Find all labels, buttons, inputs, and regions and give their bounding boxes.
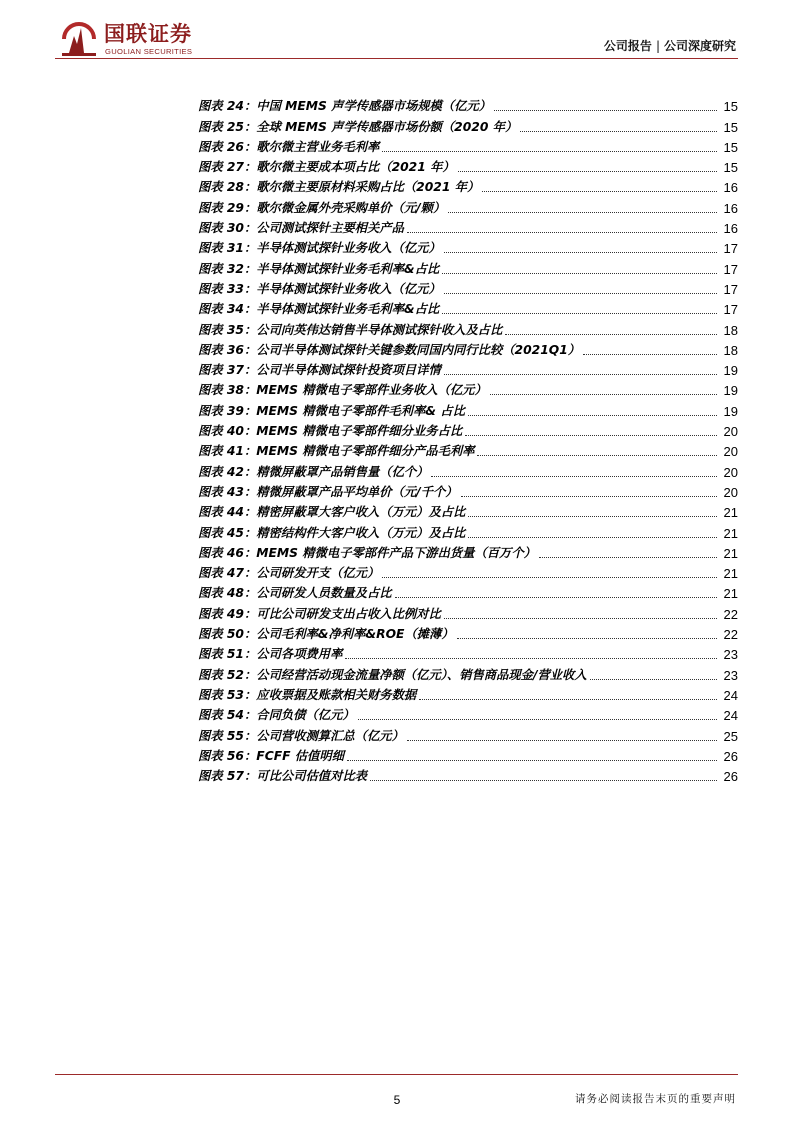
- toc-entry-page: 26: [723, 769, 738, 785]
- toc-entry-page: 19: [723, 383, 738, 399]
- toc-dot-leader: [465, 434, 717, 436]
- toc-dot-leader: [590, 678, 717, 680]
- toc-entry-page: 20: [723, 464, 738, 480]
- toc-entry-title: 歌尔微主要成本项占比（2021 年）: [256, 160, 455, 175]
- toc-entry-page: 19: [723, 363, 738, 379]
- toc-entry-label: 图表 26：: [198, 139, 257, 154]
- toc-entry[interactable]: [198, 256, 738, 276]
- toc-dot-leader: [477, 454, 717, 456]
- toc-entry[interactable]: [198, 500, 738, 520]
- toc-entry-page: 15: [723, 99, 738, 115]
- toc-entry-label: 图表 56：: [198, 748, 257, 763]
- toc-entry-page: 23: [723, 647, 738, 663]
- toc-dot-leader: [490, 393, 717, 395]
- toc-entry-page: 19: [723, 403, 738, 419]
- toc-entry[interactable]: [198, 723, 738, 743]
- toc-entry-label: 图表 31：: [198, 241, 257, 256]
- toc-dot-leader: [444, 617, 717, 619]
- toc-entry-page: 15: [723, 119, 738, 135]
- toc-entry-title: MEMS 精微电子零部件细分业务占比: [256, 424, 463, 439]
- toc-entry-page: 24: [723, 708, 738, 724]
- logo-name: 国联证券: [104, 22, 192, 46]
- toc-dot-leader: [345, 657, 717, 659]
- toc-entry-page: 21: [723, 525, 738, 541]
- toc-entry-label: 图表 49：: [198, 606, 257, 621]
- toc-dot-leader: [461, 495, 717, 497]
- toc-entry-label: 图表 29：: [198, 200, 257, 215]
- separator: |: [655, 39, 660, 53]
- toc-entry-title: 半导体测试探针业务收入（亿元）: [256, 281, 441, 296]
- toc-entry-page: 21: [723, 566, 738, 582]
- toc-entry-label: 图表 37：: [198, 363, 257, 378]
- toc-dot-leader: [444, 251, 717, 253]
- toc-entry-page: 21: [723, 505, 738, 521]
- toc-entry-page: 18: [723, 322, 738, 338]
- toc-dot-leader: [431, 475, 717, 477]
- toc-entry-title: 半导体测试探针业务毛利率&占比: [256, 302, 440, 317]
- toc-entry-title: 应收票据及账款相关财务数据: [256, 687, 417, 702]
- toc-entry-label: 图表 32：: [198, 261, 257, 276]
- toc-dot-leader: [347, 759, 717, 761]
- toc-entry-label: 图表 55：: [198, 728, 257, 743]
- toc-entry-label: 图表 51：: [198, 647, 257, 662]
- toc-entry[interactable]: [198, 317, 738, 337]
- toc-dot-leader: [444, 373, 717, 375]
- report-subtype: 公司深度研究: [663, 39, 736, 53]
- report-category: [604, 37, 736, 54]
- toc-dot-leader: [358, 718, 717, 720]
- toc-entry-label: 图表 38：: [198, 383, 257, 398]
- toc-entry-title: 公司各项费用率: [256, 647, 343, 662]
- logo-mark-icon: [60, 20, 100, 58]
- toc-entry-label: 图表 54：: [198, 708, 257, 723]
- toc-entry-title: 精密屏蔽罩大客户收入（万元）及占比: [256, 505, 466, 520]
- toc-entry-label: 图表 45：: [198, 525, 257, 540]
- toc-entry[interactable]: [198, 703, 738, 723]
- toc-entry[interactable]: [198, 601, 738, 621]
- toc-entry-page: 17: [723, 241, 738, 257]
- toc-entry-title: FCFF 估值明细: [256, 748, 344, 763]
- toc-entry[interactable]: [198, 277, 738, 297]
- toc-entry[interactable]: [198, 744, 738, 764]
- toc-entry-title: 公司研发开支（亿元）: [256, 566, 380, 581]
- toc-entry-page: 25: [723, 728, 738, 744]
- toc-entry-title: 公司毛利率&净利率&ROE（摊薄）: [256, 627, 454, 642]
- toc-dot-leader: [382, 150, 717, 152]
- toc-dot-leader: [442, 272, 717, 274]
- toc-entry-title: 公司半导体测试探针关键参数同国内同行比较（2021Q1）: [256, 342, 581, 357]
- toc-entry-label: 图表 36：: [198, 342, 257, 357]
- toc-entry-label: 图表 25：: [198, 119, 257, 134]
- toc-entry-title: 精微屏蔽罩产品销售量（亿个）: [256, 464, 429, 479]
- toc-dot-leader: [458, 170, 717, 172]
- toc-entry-title: MEMS 精微电子零部件毛利率& 占比: [256, 403, 465, 418]
- toc-entry[interactable]: [198, 135, 738, 155]
- toc-dot-leader: [468, 536, 717, 538]
- toc-entry-title: 半导体测试探针业务收入（亿元）: [256, 241, 441, 256]
- toc-entry-page: 26: [723, 748, 738, 764]
- toc-entry[interactable]: [198, 622, 738, 642]
- toc-entry-page: 16: [723, 221, 738, 237]
- toc-entry[interactable]: [198, 662, 738, 682]
- toc-dot-leader: [444, 292, 717, 294]
- toc-entry-title: 公司研发人员数量及占比: [256, 586, 392, 601]
- toc-entry-title: 合同负债（亿元）: [256, 708, 355, 723]
- toc-entry[interactable]: [198, 459, 738, 479]
- footer-divider: [55, 1074, 738, 1075]
- toc-entry-label: 图表 46：: [198, 545, 257, 560]
- toc-dot-leader: [505, 333, 717, 335]
- toc-entry[interactable]: [198, 155, 738, 175]
- toc-entry-label: 图表 35：: [198, 322, 257, 337]
- logo-subtitle: GUOLIAN SECURITIES: [105, 47, 193, 56]
- toc-entry-label: 图表 48：: [198, 586, 257, 601]
- toc-entry-label: 图表 24：: [198, 99, 257, 114]
- toc-entry[interactable]: [198, 642, 738, 662]
- toc-entry-page: 24: [723, 687, 738, 703]
- toc-entry-page: 18: [723, 342, 738, 358]
- toc-entry-label: 图表 27：: [198, 160, 257, 175]
- toc-dot-leader: [407, 231, 717, 233]
- toc-dot-leader: [583, 353, 717, 355]
- toc-entry-page: 15: [723, 139, 738, 155]
- toc-entry[interactable]: [198, 236, 738, 256]
- toc-entry-title: 公司经营活动现金流量净额（亿元）、销售商品现金/营业收入: [256, 667, 587, 682]
- toc-dot-leader: [494, 109, 717, 111]
- toc-dot-leader: [395, 596, 717, 598]
- company-logo: [60, 20, 210, 58]
- toc-entry[interactable]: [198, 541, 738, 561]
- toc-entry[interactable]: [198, 378, 738, 398]
- toc-entry-label: 图表 50：: [198, 627, 257, 642]
- toc-dot-leader: [407, 739, 717, 741]
- toc-entry[interactable]: [198, 297, 738, 317]
- toc-entry-label: 图表 39：: [198, 403, 257, 418]
- toc-entry-page: 21: [723, 545, 738, 561]
- toc-dot-leader: [419, 698, 717, 700]
- figure-index-list: [198, 94, 738, 784]
- toc-entry-page: 20: [723, 444, 738, 460]
- toc-entry-title: 歌尔微金属外壳采购单价（元/颗）: [256, 200, 446, 215]
- toc-entry-title: 全球 MEMS 声学传感器市场份额（2020 年）: [256, 119, 518, 134]
- toc-entry[interactable]: [198, 195, 738, 215]
- toc-dot-leader: [468, 414, 717, 416]
- toc-entry-page: 16: [723, 180, 738, 196]
- toc-entry-page: 21: [723, 586, 738, 602]
- toc-entry-label: 图表 52：: [198, 667, 257, 682]
- page-number: 5: [393, 1093, 401, 1107]
- toc-entry-title: 公司半导体测试探针投资项目详情: [256, 363, 441, 378]
- toc-entry[interactable]: [198, 94, 738, 114]
- toc-entry-title: 歌尔微主营业务毛利率: [256, 139, 380, 154]
- toc-entry[interactable]: [198, 683, 738, 703]
- toc-entry-label: 图表 28：: [198, 180, 257, 195]
- toc-entry-label: 图表 47：: [198, 566, 257, 581]
- toc-entry-label: 图表 53：: [198, 687, 257, 702]
- toc-entry-title: 公司向英伟达销售半导体测试探针收入及占比: [256, 322, 503, 337]
- toc-entry-label: 图表 40：: [198, 424, 257, 439]
- toc-dot-leader: [457, 637, 717, 639]
- toc-entry-page: 22: [723, 606, 738, 622]
- toc-entry[interactable]: [198, 561, 738, 581]
- toc-entry[interactable]: [198, 520, 738, 540]
- toc-entry[interactable]: [198, 216, 738, 236]
- toc-dot-leader: [539, 556, 717, 558]
- toc-entry-title: 可比公司研发支出占收入比例对比: [256, 606, 441, 621]
- toc-entry-label: 图表 43：: [198, 484, 257, 499]
- toc-entry-label: 图表 42：: [198, 464, 257, 479]
- toc-entry[interactable]: [198, 439, 738, 459]
- toc-entry-title: 可比公司估值对比表: [256, 769, 367, 784]
- report-type: 公司报告: [603, 39, 652, 53]
- toc-entry-page: 23: [723, 667, 738, 683]
- toc-entry-page: 16: [723, 200, 738, 216]
- toc-entry-page: 17: [723, 281, 738, 297]
- toc-entry[interactable]: [198, 114, 738, 134]
- page-header: [0, 0, 793, 62]
- toc-dot-leader: [382, 576, 717, 578]
- toc-entry-page: 20: [723, 484, 738, 500]
- toc-entry-title: 半导体测试探针业务毛利率&占比: [256, 261, 440, 276]
- toc-entry-label: 图表 33：: [198, 281, 257, 296]
- toc-entry-title: 精密结构件大客户收入（万元）及占比: [256, 525, 466, 540]
- header-divider: [55, 58, 738, 59]
- toc-entry-title: 公司营收测算汇总（亿元）: [256, 728, 404, 743]
- toc-entry-label: 图表 44：: [198, 505, 257, 520]
- toc-entry-title: 中国 MEMS 声学传感器市场规模（亿元）: [256, 99, 492, 114]
- toc-entry-label: 图表 41：: [198, 444, 257, 459]
- toc-entry-page: 17: [723, 302, 738, 318]
- toc-entry[interactable]: [198, 398, 738, 418]
- toc-entry[interactable]: [198, 338, 738, 358]
- disclaimer-note: 请务必阅读报告末页的重要声明: [575, 1093, 736, 1105]
- toc-entry-title: 精微屏蔽罩产品平均单价（元/千个）: [256, 484, 458, 499]
- toc-dot-leader: [520, 130, 717, 132]
- toc-dot-leader: [468, 515, 717, 517]
- toc-entry[interactable]: [198, 764, 738, 784]
- toc-entry-page: 17: [723, 261, 738, 277]
- toc-entry-page: 22: [723, 627, 738, 643]
- toc-entry[interactable]: [198, 175, 738, 195]
- toc-entry-title: MEMS 精微电子零部件细分产品毛利率: [256, 444, 475, 459]
- toc-entry-page: 20: [723, 424, 738, 440]
- toc-entry-title: MEMS 精微电子零部件产品下游出货量（百万个）: [256, 545, 536, 560]
- toc-entry-title: MEMS 精微电子零部件业务收入（亿元）: [256, 383, 487, 398]
- toc-dot-leader: [448, 211, 717, 213]
- toc-entry[interactable]: [198, 358, 738, 378]
- toc-entry-label: 图表 30：: [198, 221, 257, 236]
- toc-dot-leader: [482, 190, 717, 192]
- toc-entry-title: 歌尔微主要原材料采购占比（2021 年）: [256, 180, 480, 195]
- toc-entry-label: 图表 34：: [198, 302, 257, 317]
- toc-entry-page: 15: [723, 160, 738, 176]
- toc-entry[interactable]: [198, 480, 738, 500]
- toc-dot-leader: [442, 312, 717, 314]
- toc-entry-label: 图表 57：: [198, 769, 257, 784]
- toc-entry[interactable]: [198, 581, 738, 601]
- toc-entry[interactable]: [198, 419, 738, 439]
- toc-entry-title: 公司测试探针主要相关产品: [256, 221, 404, 236]
- toc-dot-leader: [370, 779, 717, 781]
